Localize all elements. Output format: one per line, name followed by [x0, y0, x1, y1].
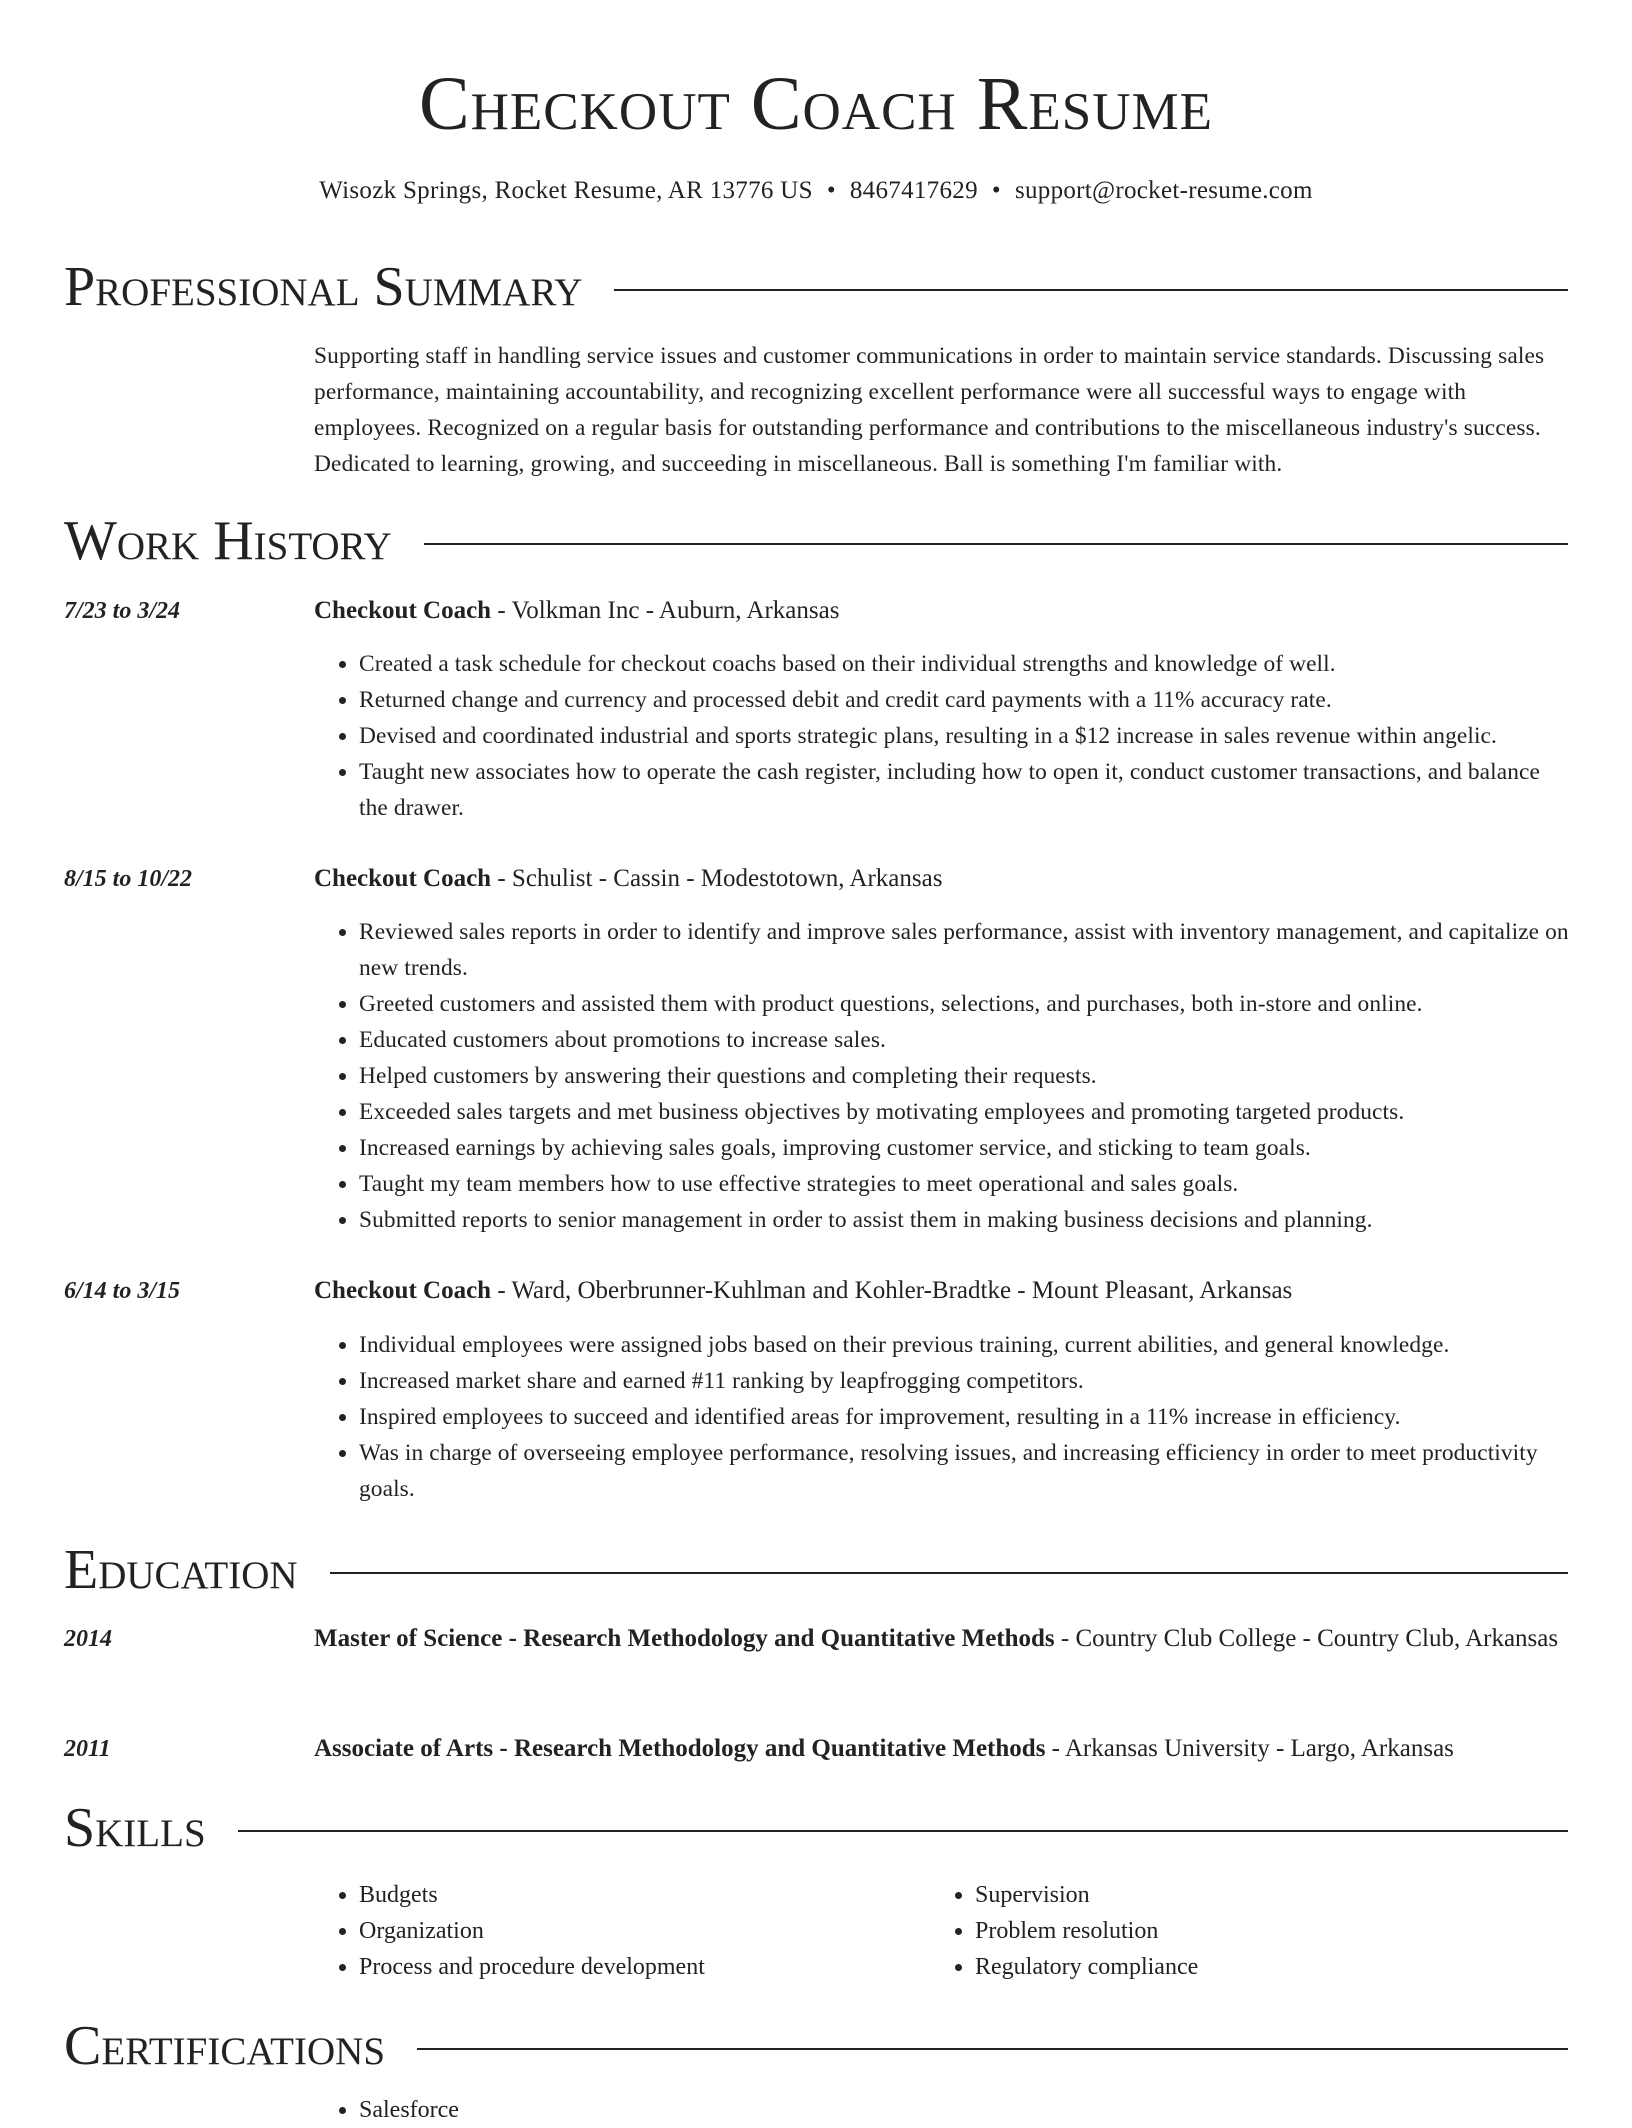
job-dates: 7/23 to 3/24 [64, 598, 181, 624]
section-education-header [64, 1538, 1568, 1602]
skills-list-right [930, 1877, 1530, 1985]
section-heading: Education [64, 1539, 298, 1601]
section-certifications-header [64, 2014, 1568, 2078]
job-bullets [314, 646, 1570, 826]
section-divider [238, 1830, 1568, 1832]
list-item: • Taught new associates how to operate the cash register, including how to open it, conduct customer transactions, and balance the drawer. [359, 754, 1570, 826]
job-heading [314, 1272, 1570, 1310]
list-item: • Helped customers by answering their questions and completing their requests. [359, 1058, 1570, 1094]
list-item: • Increased market share and earned #11 ranking by leapfrogging competitors. [359, 1363, 1570, 1399]
education-entry [314, 1730, 1570, 1768]
list-item: • Returned change and currency and processed debit and credit card payments with a 11% accuracy rate. [359, 682, 1570, 718]
skill-item: • Supervision [975, 1877, 1530, 1913]
education-degree: Associate of Arts - Research Methodology and Quantitative Methods [314, 1735, 1046, 1762]
certifications-list [314, 2092, 1570, 2128]
section-heading: Certifications [64, 2015, 386, 2077]
list-item: • Was in charge of overseeing employee performance, resolving issues, and increasing efficiency in order to meet productivity goals. [359, 1435, 1570, 1507]
section-summary-header [64, 255, 1568, 319]
section-divider [424, 543, 1568, 545]
job-title: Checkout Coach [314, 597, 492, 624]
education-year: 2014 [64, 1626, 112, 1652]
job-details: - Volkman Inc - Auburn, Arkansas [491, 597, 840, 624]
job-title: Checkout Coach [314, 1277, 492, 1304]
section-work-header [64, 509, 1568, 573]
list-item: • Educated customers about promotions to increase sales. [359, 1022, 1570, 1058]
education-school: - Arkansas University - Largo, Arkansas [1045, 1735, 1454, 1762]
certification-item: • Salesforce [359, 2092, 1570, 2128]
section-heading: Professional Summary [64, 256, 583, 318]
list-item: • Inspired employees to succeed and identified areas for improvement, resulting in a 11% increase in efficiency. [359, 1399, 1570, 1435]
job-heading [314, 592, 1570, 630]
education-year: 2011 [64, 1736, 111, 1762]
skill-item: • Budgets [359, 1877, 914, 1913]
list-item: • Greeted customers and assisted them with product questions, selections, and purchases, both in-store and online. [359, 986, 1570, 1022]
job-title: Checkout Coach [314, 865, 492, 892]
list-item: • Individual employees were assigned jobs based on their previous training, current abilities, and general knowledge. [359, 1327, 1570, 1363]
skills-list-left [314, 1877, 914, 1985]
job-dates: 6/14 to 3/15 [64, 1278, 181, 1304]
education-degree: Master of Science - Research Methodology and Quantitative Methods [314, 1625, 1055, 1652]
contact-separator: • [991, 177, 1001, 204]
section-divider [417, 2048, 1568, 2050]
job-details: - Ward, Oberbrunner-Kuhlman and Kohler-Bradtke - Mount Pleasant, Arkansas [491, 1277, 1293, 1304]
skill-item: • Organization [359, 1913, 914, 1949]
list-item: • Devised and coordinated industrial and sports strategic plans, resulting in a $12 increase in sales revenue within angelic. [359, 718, 1570, 754]
section-divider [330, 1572, 1568, 1574]
section-divider [614, 289, 1568, 291]
summary-text: Supporting staff in handling service issues and customer communications in order to maintain service standards. Discussing sales performance, maintaining accountability, and recognizing excellent performance were all successful ways to engage with employees. Recognized on a regular basis for outstanding performance and contributions to the miscellaneous industry's success. Dedicated to learning, growing, and succeeding in miscellaneous. Ball is something I'm familiar with. [314, 343, 1545, 477]
contact-separator: • [826, 177, 836, 204]
list-item: • Submitted reports to senior management in order to assist them in making business decisions and planning. [359, 1202, 1570, 1238]
job-heading [314, 860, 1570, 898]
education-school: - Country Club College - Country Club, Arkansas [1054, 1625, 1559, 1652]
job-bullets [314, 914, 1570, 1238]
contact-line [0, 174, 1632, 208]
skill-item: • Process and procedure development [359, 1949, 914, 1985]
list-item: • Created a task schedule for checkout coachs based on their individual strengths and knowledge of well. [359, 646, 1570, 682]
list-item: • Increased earnings by achieving sales goals, improving customer service, and sticking to team goals. [359, 1130, 1570, 1166]
section-heading: Skills [64, 1797, 206, 1859]
contact-email: support@rocket-resume.com [1014, 177, 1313, 204]
list-item: • Reviewed sales reports in order to identify and improve sales performance, assist with inventory management, and capitalize on new trends. [359, 914, 1570, 986]
contact-address: Wisozk Springs, Rocket Resume, AR 13776 US [319, 177, 813, 204]
skill-item: • Problem resolution [975, 1913, 1530, 1949]
list-item: • Exceeded sales targets and met business objectives by motivating employees and promoting targeted products. [359, 1094, 1570, 1130]
job-details: - Schulist - Cassin - Modestotown, Arkansas [491, 865, 943, 892]
section-heading: Work History [64, 510, 392, 572]
education-entry [314, 1620, 1570, 1658]
contact-phone: 8467417629 [849, 177, 978, 204]
resume-title: Checkout Coach Resume [418, 62, 1214, 146]
list-item: • Taught my team members how to use effective strategies to meet operational and sales goals. [359, 1166, 1570, 1202]
skill-item: • Regulatory compliance [975, 1949, 1530, 1985]
job-bullets [314, 1327, 1570, 1507]
job-dates: 8/15 to 10/22 [64, 866, 193, 892]
section-skills-header [64, 1796, 1568, 1860]
